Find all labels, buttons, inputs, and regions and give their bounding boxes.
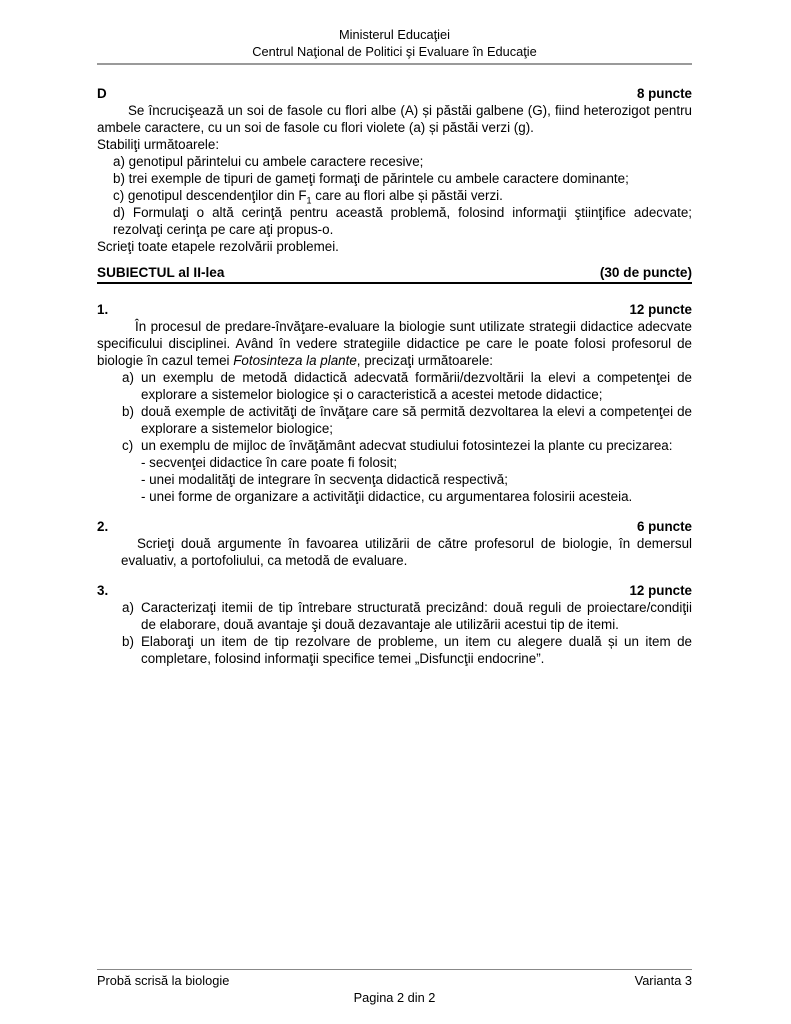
footer-rule [97, 969, 692, 970]
footer-row [97, 972, 692, 989]
page-footer [0, 969, 791, 1006]
q3-points: 12 puncte [629, 583, 692, 598]
item-c-text-before: c) genotipul descendenţilor din F [113, 188, 307, 203]
item-d-section [97, 85, 692, 255]
list-item-text: un exemplu de metodă didactică adecvată formării/dezvoltării la elevi a competenţei de explorare a sistemelor biologice și o caracteristică a acestei metode didactice; [141, 370, 692, 402]
list-item-text: Elaboraţi un item de tip rezolvare de probleme, un item cu alegere duală și un item de completare, folosind informaţii specifice temei „Disfuncţii endocrine”. [141, 634, 692, 666]
subject2-points: (30 de puncte) [599, 265, 692, 280]
subject2-title: SUBIECTUL al II-lea [97, 265, 225, 280]
ministry-title: Ministerul Educaţiei [339, 27, 450, 42]
center-title: Centrul Naţional de Politici şi Evaluare în Educaţie [252, 44, 537, 59]
document-header [97, 26, 692, 65]
question-2 [97, 518, 692, 569]
q1-c-subitem: - unei modalităţi de integrare în secvenţa didactică respectivă; [141, 472, 508, 487]
item-d-points: 8 puncte [636, 86, 692, 101]
q1-list-item [122, 437, 692, 454]
q2-number: 2. [97, 519, 109, 534]
q1-number: 1. [97, 302, 109, 317]
question-3 [97, 582, 692, 667]
list-item-text: un exemplu de mijloc de învăţământ adecvat studiului fotosintezei la plante cu precizarea: [141, 438, 673, 453]
list-marker: c) [122, 438, 134, 453]
q3-list-item [122, 633, 692, 667]
q2-text: Scrieţi două argumente în favoarea utilizării de către profesorul de biologie, în demersul evaluativ, a portofoliului, ca metodă de evaluare. [121, 536, 692, 568]
question-1 [97, 301, 692, 505]
item-c-text-after: care au flori albe și păstăi verzi. [311, 188, 503, 203]
list-item-text: două exemple de activităţi de învăţare care să permită dezvoltarea la elevi a competenţei de explorare a sistemelor biologice; [141, 404, 692, 436]
q2-header-row [97, 518, 692, 535]
list-marker: a) [122, 370, 134, 385]
list-marker: a) [122, 600, 134, 615]
item-d-subitem-d: d) Formulaţi o altă cerinţă pentru această problemă, folosind informaţii ştiinţifice adecvate; rezolvaţi cerinţa pe care aţi propus-o. [113, 205, 692, 237]
q1-list-item [122, 369, 692, 403]
q1-intro-italic-topic: Fotosinteza la plante [233, 353, 357, 368]
q1-intro-text-after: , precizaţi următoarele: [356, 353, 493, 368]
f1-subscript: 1 [306, 195, 312, 206]
q1-c-subitem: - unei forme de organizare a activităţii didactice, cu argumentarea folosirii acesteia. [141, 489, 633, 504]
item-d-label: D [97, 86, 107, 101]
item-d-instruction: Stabiliţi următoarele: [97, 137, 220, 152]
item-d-subitem-c [97, 187, 692, 204]
list-marker: b) [122, 634, 134, 649]
item-d-header-row [97, 85, 692, 102]
item-d-subitem-a: a) genotipul părintelui cu ambele caractere recesive; [113, 154, 424, 169]
footer-exam-name: Probă scrisă la biologie [97, 973, 230, 988]
header-rule [97, 63, 692, 65]
footer-page-number: Pagina 2 din 2 [353, 990, 436, 1005]
footer-variant: Varianta 3 [634, 973, 692, 988]
list-marker: b) [122, 404, 134, 419]
q3-header-row [97, 582, 692, 599]
q1-points: 12 puncte [629, 302, 692, 317]
item-d-subitem-b: b) trei exemple de tipuri de gameţi formaţi de părintele cu ambele caractere dominante; [113, 171, 629, 186]
q2-points: 6 puncte [636, 519, 692, 534]
q1-header-row [97, 301, 692, 318]
q3-number: 3. [97, 583, 109, 598]
q1-intro-text: În procesul de predare-învăţare-evaluare la biologie sunt utilizate strategii didactice adecvate specificului disciplinei. Având în vedere strategiile didactice pe care le poate folosi profesorul de biologie în cazul temei [97, 319, 692, 368]
item-d-outro: Scrieţi toate etapele rezolvării problemei. [97, 239, 339, 254]
q1-intro [97, 318, 692, 369]
item-d-intro: Se încrucişează un soi de fasole cu flori albe (A) și păstăi galbene (G), fiind heterozigot pentru ambele caractere, cu un soi de fasole cu flori violete (a) și păstăi verzi (g). [97, 103, 692, 135]
list-item-text: Caracterizaţi itemii de tip întrebare structurată precizând: două reguli de proiectare/condiţii de elaborare, două avantaje şi două dezavantaje ale utilizării acestui tip de itemi. [141, 600, 692, 632]
q1-c-subitem: - secvenţei didactice în care poate fi folosit; [141, 455, 398, 470]
subject2-heading-row [97, 264, 692, 284]
q1-list-item [122, 403, 692, 437]
q3-list-item [122, 599, 692, 633]
